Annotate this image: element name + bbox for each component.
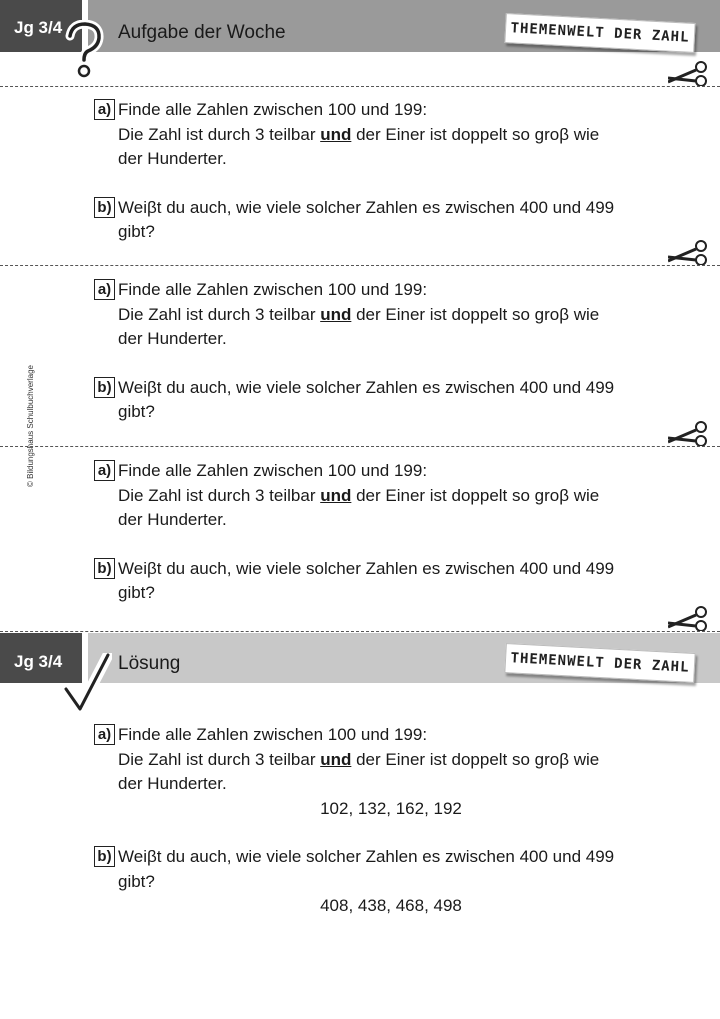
task-b-line1: Weiβt du auch, wie viele solcher Zahlen es zwischen 400 und 499 [118, 197, 615, 217]
cut-line [0, 86, 720, 87]
task-b-line2: gibt? [118, 222, 155, 241]
task-a-line3: der Hunderter. [118, 329, 227, 348]
task-b-label: b) [94, 197, 115, 218]
themenwelt-stamp: THEMENWELT DER ZAHL [504, 643, 695, 683]
task-a-line3: der Hunderter. [118, 510, 227, 529]
emphasis-und: und [320, 485, 352, 505]
task-b-line2: gibt? [118, 402, 155, 421]
task-a-line1: Finde alle Zahlen zwischen 100 und 199: [118, 725, 428, 744]
task-a-line3: der Hunderter. [118, 774, 227, 793]
answer-b: 408, 438, 468, 498 [320, 896, 462, 915]
solution-card [94, 723, 674, 919]
task-b-line1: Weiβt du auch, wie viele solcher Zahlen es zwischen 400 und 499 [118, 847, 615, 866]
scissors-icon [668, 239, 708, 265]
task-a [94, 723, 674, 797]
solution-title: Lösung [118, 653, 181, 674]
question-mark-icon [62, 20, 108, 80]
task-a-label: a) [94, 460, 115, 481]
task-b-label: b) [94, 377, 115, 398]
task-a-label: a) [94, 279, 115, 300]
task-a-line2: Die Zahl ist durch 3 teilbar und der Einer ist doppelt so groβ wie [118, 485, 600, 505]
task-b [94, 376, 674, 425]
task-a-line1: Finde alle Zahlen zwischen 100 und 199: [118, 280, 428, 299]
task-header [0, 0, 720, 52]
task-b-label: b) [94, 846, 115, 867]
page-title: Aufgabe der Woche [118, 22, 286, 43]
task-a-line3: der Hunderter. [118, 149, 227, 168]
task-b-line1: Weiβt du auch, wie viele solcher Zahlen es zwischen 400 und 499 [118, 558, 615, 578]
task-b [94, 557, 674, 606]
checkmark-icon [62, 653, 112, 717]
task-a [94, 278, 674, 352]
task-a [94, 459, 674, 533]
solution-header [0, 633, 720, 683]
scissors-icon [668, 60, 708, 86]
task-b-line1: Weiβt du auch, wie viele solcher Zahlen es zwischen 400 und 499 [118, 377, 615, 397]
task-b [94, 196, 674, 245]
task-a-line2: Die Zahl ist durch 3 teilbar und der Einer ist doppelt so groβ wie [118, 749, 600, 769]
copyright-note: © Bildungshaus Schulbuchverlage [26, 365, 35, 487]
task-card [94, 98, 674, 245]
emphasis-und: und [320, 124, 352, 144]
cut-line [0, 265, 720, 266]
grade-label: Jg 3/4 [0, 633, 82, 683]
cut-line [0, 631, 720, 632]
themenwelt-stamp: THEMENWELT DER ZAHL [504, 13, 695, 53]
task-b-label: b) [94, 558, 115, 579]
task-a-line1: Finde alle Zahlen zwischen 100 und 199: [118, 461, 428, 480]
cut-line [0, 446, 720, 447]
task-card [94, 459, 674, 606]
task-b [94, 845, 674, 894]
task-a-label: a) [94, 724, 115, 745]
task-card [94, 278, 674, 425]
scissors-icon [668, 420, 708, 446]
task-a [94, 98, 674, 172]
answer-a: 102, 132, 162, 192 [320, 798, 462, 818]
task-a-line2: Die Zahl ist durch 3 teilbar und der Einer ist doppelt so groβ wie [118, 304, 600, 324]
task-b-line2: gibt? [118, 583, 155, 602]
emphasis-und: und [320, 304, 352, 324]
scissors-icon [668, 605, 708, 631]
emphasis-und: und [320, 749, 352, 769]
task-a-line2: Die Zahl ist durch 3 teilbar und der Einer ist doppelt so groβ wie [118, 124, 600, 144]
task-a-line1: Finde alle Zahlen zwischen 100 und 199: [118, 100, 428, 119]
task-a-label: a) [94, 99, 115, 120]
task-b-line2: gibt? [118, 871, 155, 891]
grade-label: Jg 3/4 [0, 0, 82, 52]
